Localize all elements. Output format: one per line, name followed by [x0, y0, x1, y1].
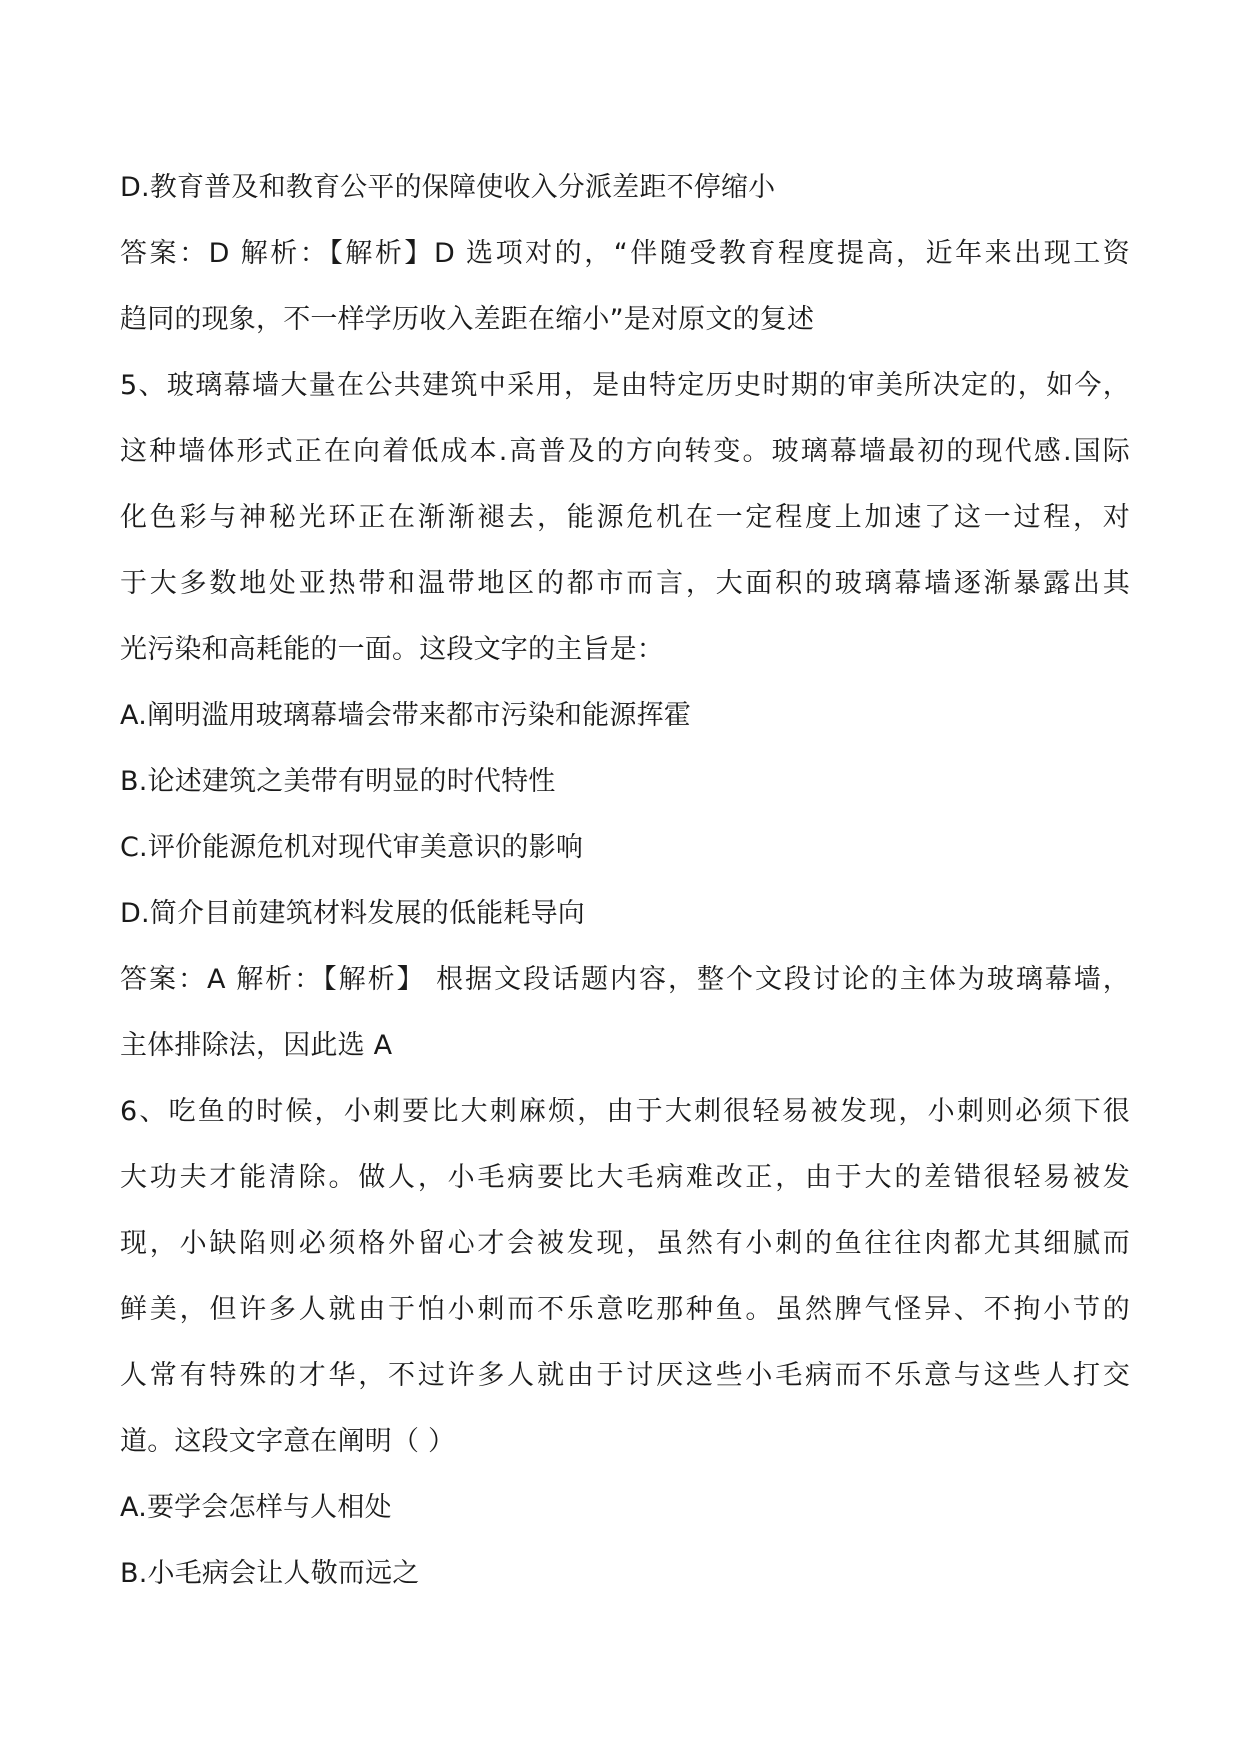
answer-line-continued: 主体排除法，因此选 A [120, 1030, 393, 1061]
answer-line: 答案：A 解析：【解析】 根据文段话题内容，整个文段讨论的主体为玻璃幕墙， [120, 964, 1130, 995]
question-6-line: 大功夫才能清除。做人，小毛病要比大毛病难改正，由于大的差错很轻易被发 [120, 1162, 1130, 1193]
question-6-line: 鲜美，但许多人就由于怕小刺而不乐意吃那种鱼。虽然脾气怪异、不拘小节的 [120, 1294, 1130, 1325]
option-a-line: A.要学会怎样与人相处 [120, 1492, 392, 1523]
question-6-line: 人常有特殊的才华，不过许多人就由于讨厌这些小毛病而不乐意与这些人打交 [120, 1360, 1130, 1391]
question-5-line: 于大多数地处亚热带和温带地区的都市而言，大面积的玻璃幕墙逐渐暴露出其 [120, 568, 1130, 599]
answer-line-continued: 趋同的现象，不一样学历收入差距在缩小”是对原文的复述 [120, 304, 815, 335]
question-6-line: 道。这段文字意在阐明（ ） [120, 1426, 456, 1457]
option-c-line: C.评价能源危机对现代审美意识的影响 [120, 832, 584, 863]
option-b-line: B.论述建筑之美带有明显的时代特性 [120, 766, 556, 797]
option-d-line: D.简介目前建筑材料发展的低能耗导向 [120, 898, 585, 929]
question-6-line: 6、吃鱼的时候，小刺要比大刺麻烦，由于大刺很轻易被发现，小刺则必须下很 [120, 1096, 1130, 1127]
option-a-line: A.阐明滥用玻璃幕墙会带来都市污染和能源挥霍 [120, 700, 691, 731]
option-b-line: B.小毛病会让人敬而远之 [120, 1558, 420, 1589]
answer-line: 答案：D 解析：【解析】D 选项对的，“伴随受教育程度提高，近年来出现工资 [120, 238, 1130, 269]
question-5-line: 光污染和高耗能的一面。这段文字的主旨是： [120, 634, 664, 665]
question-6-line: 现，小缺陷则必须格外留心才会被发现，虽然有小刺的鱼往往肉都尤其细腻而 [120, 1228, 1130, 1259]
question-5-line: 化色彩与神秘光环正在渐渐褪去，能源危机在一定程度上加速了这一过程，对 [120, 502, 1130, 533]
option-d-line: D.教育普及和教育公平的保障使收入分派差距不停缩小 [120, 172, 776, 203]
question-5-line: 5、玻璃幕墙大量在公共建筑中采用，是由特定历史时期的审美所决定的，如今， [120, 370, 1130, 401]
question-5-line: 这种墙体形式正在向着低成本.高普及的方向转变。玻璃幕墙最初的现代感.国际 [120, 436, 1130, 467]
